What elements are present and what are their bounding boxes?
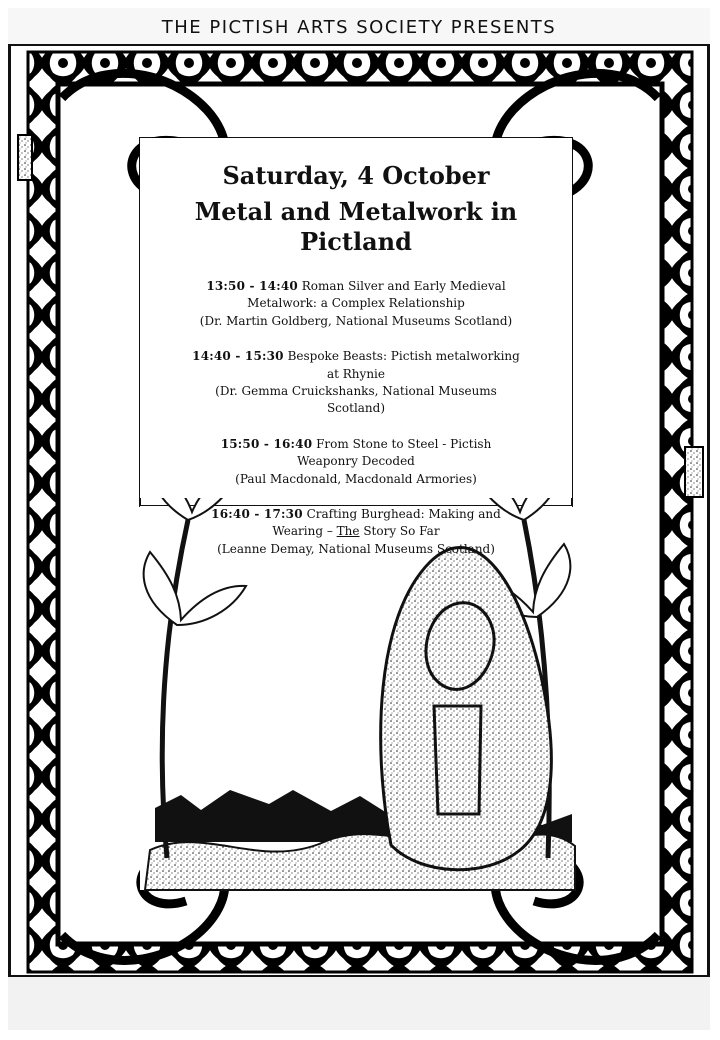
schedule-speaker: (Leanne Demay, National Museums Scotland) [217, 541, 495, 556]
event-title: Metal and Metalwork in Pictland [194, 197, 518, 256]
schedule-item [191, 348, 521, 418]
schedule-speaker: (Paul Macdonald, Macdonald Armories) [235, 471, 477, 486]
poster-header-title: THE PICTISH ARTS SOCIETY PRESENTS [161, 17, 557, 38]
schedule-time: 13:50 - 14:40 [206, 279, 298, 293]
schedule-item [191, 436, 521, 488]
left-side-knot-panel [18, 135, 32, 180]
schedule-title-end: Story So Far [359, 524, 440, 539]
schedule-title: From Stone to Steel - Pictish Weaponry Decoded [297, 436, 492, 469]
right-side-knot-panel [685, 447, 703, 497]
schedule-list [140, 278, 572, 558]
schedule-title: Roman Silver and Early Medieval Metalwork: a Complex Relationship [247, 279, 506, 311]
event-date: Saturday, 4 October [222, 161, 490, 190]
schedule-time: 16:40 - 17:30 [211, 506, 303, 521]
bottom-decorative-band [8, 975, 710, 1030]
schedule-title-start: Crafting Burghead: Making and Wearing – [272, 506, 501, 539]
schedule-speaker: (Dr. Martin Goldberg, National Museums Scotland) [199, 313, 513, 328]
schedule-item [191, 506, 521, 558]
schedule-title: Bespoke Beasts: Pictish metalworking at Rhynie [287, 349, 520, 381]
schedule-time: 14:40 - 15:30 [192, 349, 284, 364]
schedule-item [191, 278, 521, 330]
schedule-speaker: (Dr. Gemma Cruickshanks, National Museums Scotland) [215, 383, 497, 416]
event-text-panel [140, 138, 572, 556]
schedule-title-underlined: The [336, 524, 360, 539]
schedule-time: 15:50 - 16:40 [220, 436, 313, 451]
